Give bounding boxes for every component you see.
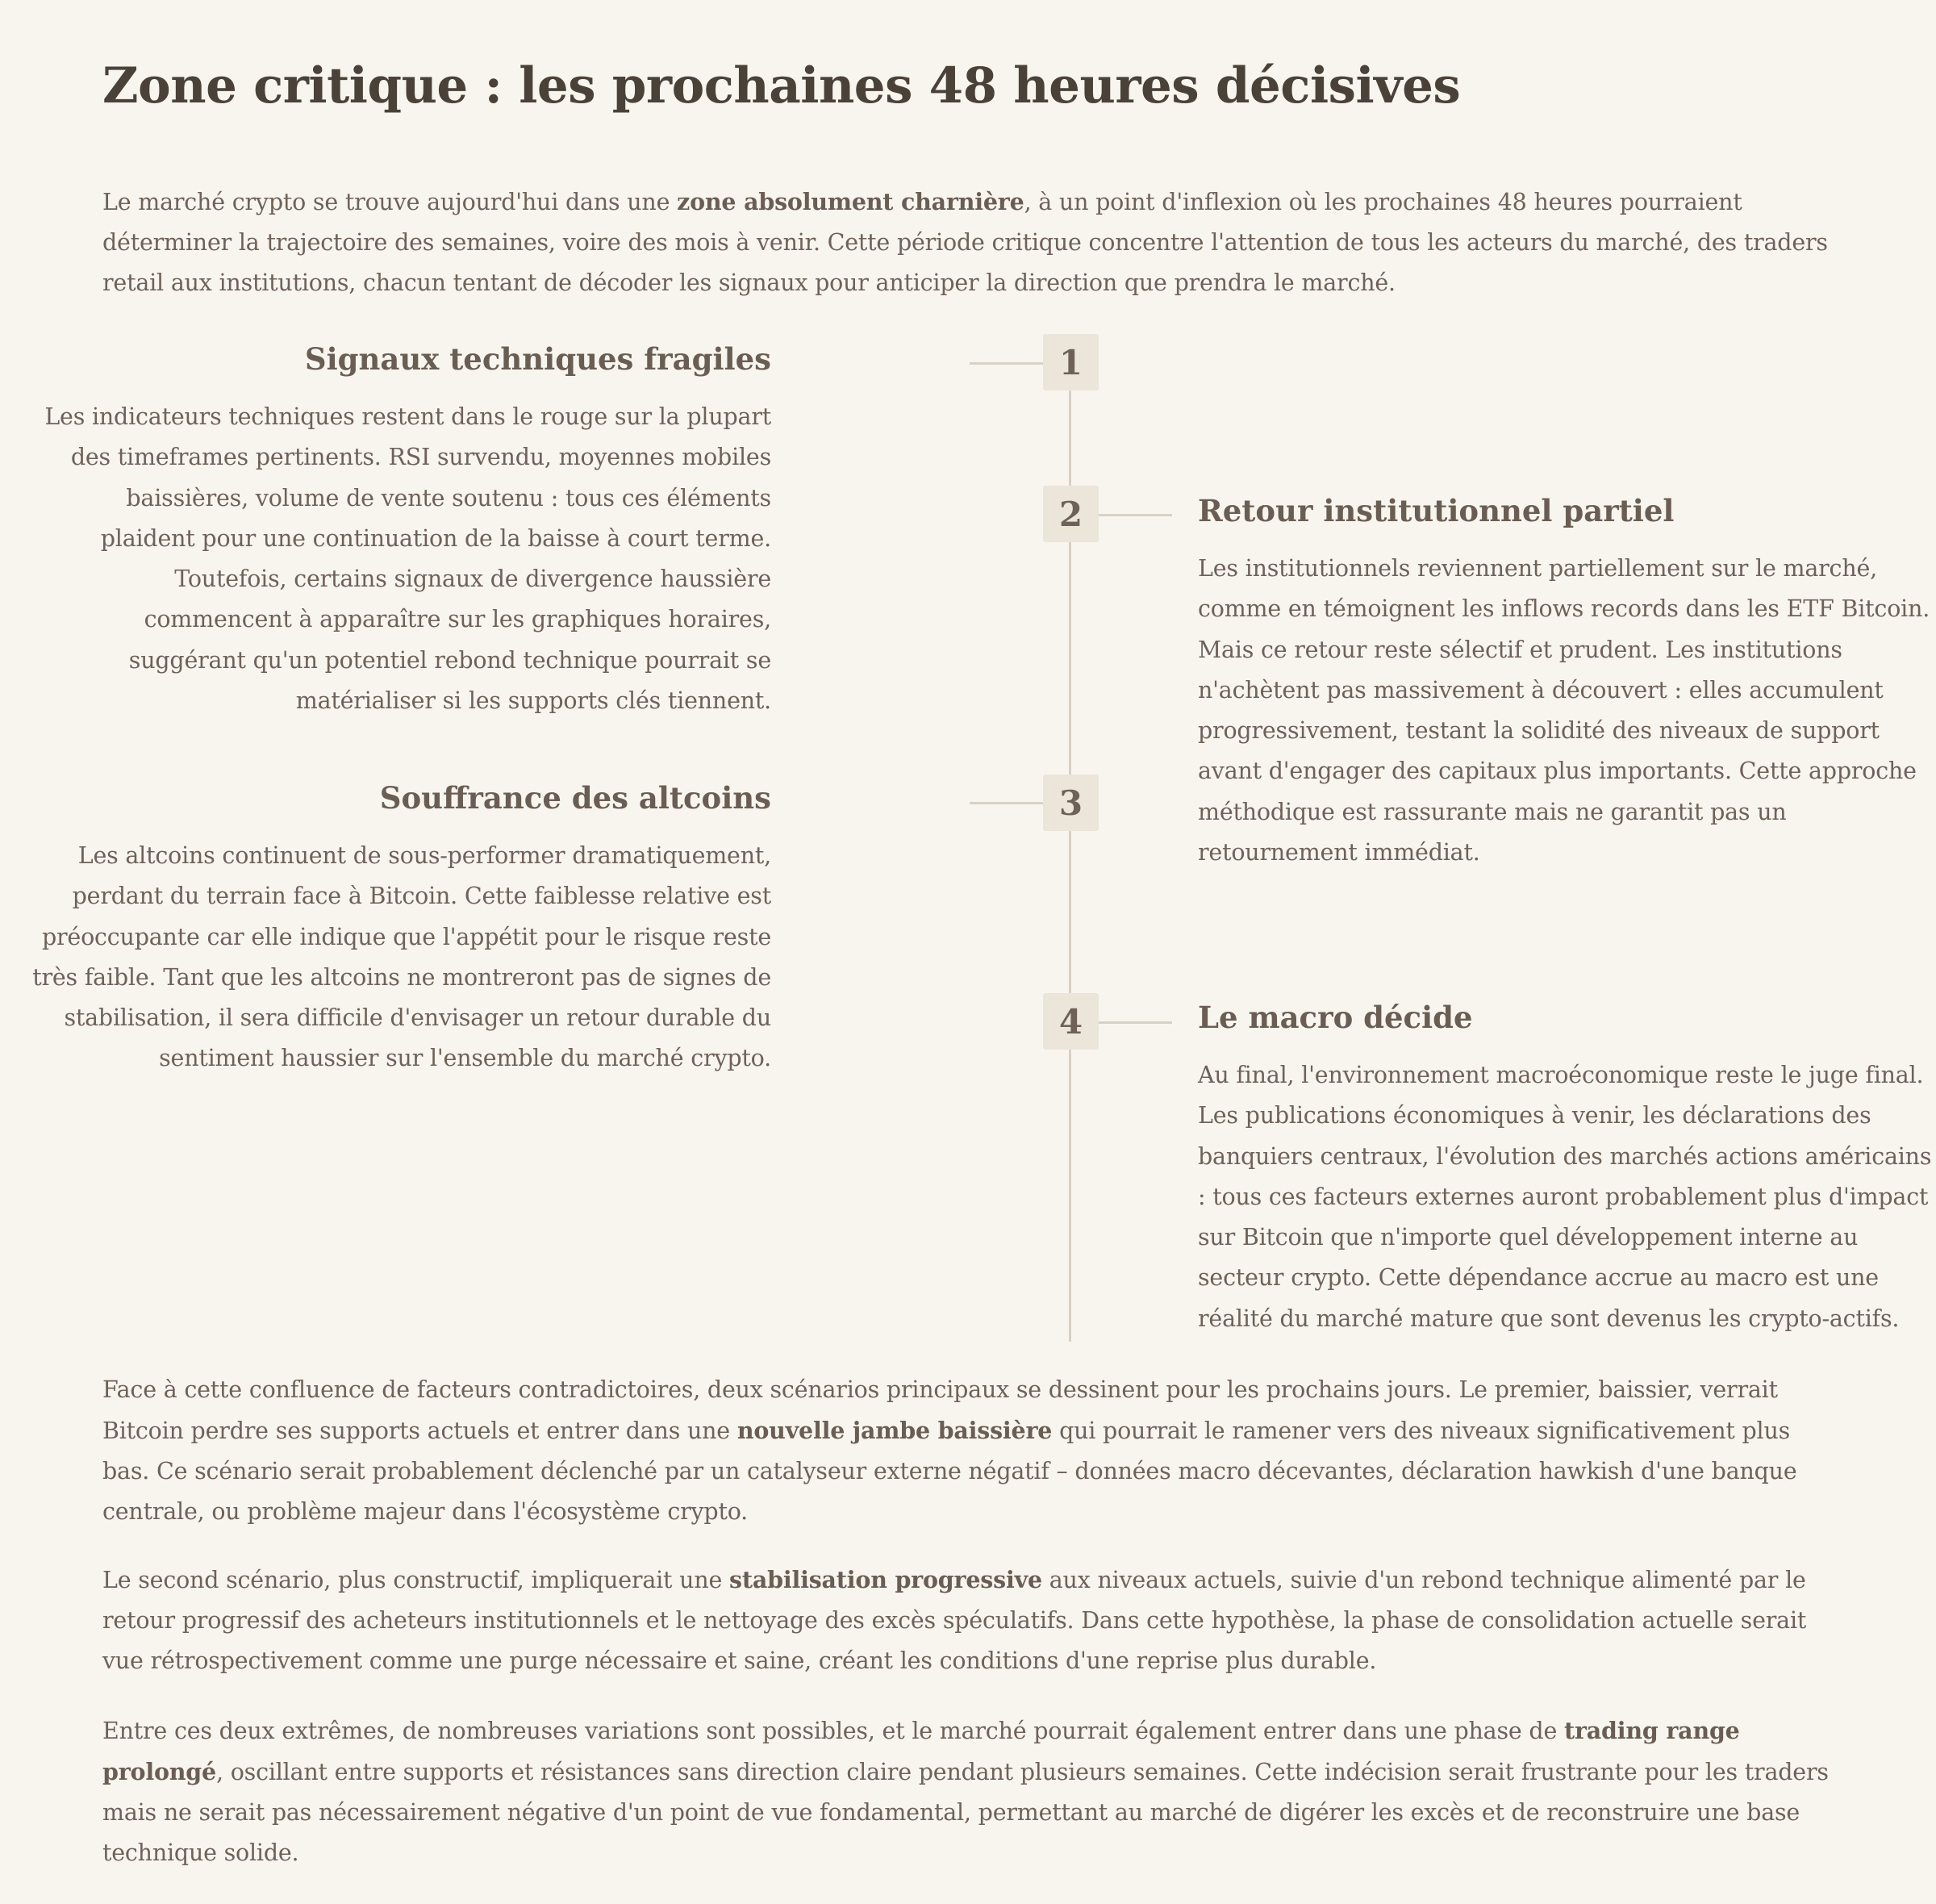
- intro-emphasis: zone absolument charnière: [677, 188, 1024, 215]
- timeline-connector-2: [1099, 514, 1172, 516]
- page-title: Zone critique : les prochaines 48 heures décisives: [102, 57, 1461, 115]
- intro-text-before: Le marché crypto se trouve aujourd'hui dans une: [102, 189, 678, 215]
- scenario-2-text-before: Le second scénario, plus constructif, impliquerait une: [102, 1567, 730, 1593]
- scenario-1-emphasis: nouvelle jambe baissière: [736, 1417, 1053, 1444]
- scenario-3-emphasis: trading range prolongé: [102, 1717, 1740, 1785]
- step-number-badge-4: 4: [1043, 993, 1099, 1050]
- step-number-badge-1: 1: [1043, 334, 1099, 390]
- intro-paragraph: [102, 182, 1834, 303]
- step-title-3: Souffrance des altcoins: [379, 780, 771, 816]
- scenario-1-text-after: qui pourrait le ramener vers des niveaux significativement plus bas. Ce scénario serait probablement déclenché par un catalyseur externe négatif – données macro décevantes, déclaration hawkish d'une banque centrale, ou problème majeur dans l'écosystème crypto.: [102, 1418, 1797, 1525]
- step-text-3: Les altcoins continuent de sous-performer dramatiquement, perdant du terrain face à Bitcoin. Cette faiblesse relative est préoccupante car elle indique que l'appétit pour le risque reste très faible. Tant que les altcoins ne montreront pas de signes de stabilisation, il sera difficile d'envisager un retour durable du sentiment haussier sur l'ensemble du marché crypto.: [32, 842, 771, 1072]
- step-text-4: Au final, l'environnement macroéconomique reste le juge final. Les publications économiques à venir, les déclarations des banquiers centraux, l'évolution des marchés actions américains : tous ces facteurs externes auront probablement plus d'impact sur Bitcoin que n'importe quel développement interne au secteur crypto. Cette dépendance accrue au macro est une réalité du marché mature que sont devenus les crypto-actifs.: [1198, 1062, 1932, 1332]
- scenario-2-text-after: aux niveaux actuels, suivie d'un rebond technique alimenté par le retour progressif des acheteurs institutionnels et le nettoyage des excès spéculatifs. Dans cette hypothèse, la phase de consolidation actuelle serait vue rétrospectivement comme une purge nécessaire et saine, créant les conditions d'une reprise plus durable.: [102, 1567, 1807, 1674]
- scenario-2-emphasis: stabilisation progressive: [729, 1566, 1042, 1593]
- timeline-connector-1: [970, 362, 1043, 365]
- scenario-paragraph-1: [102, 1370, 1834, 1532]
- step-number-badge-2: 2: [1043, 486, 1099, 542]
- step-title-4: Le macro décide: [1198, 1000, 1473, 1035]
- scenario-paragraph-2: [102, 1560, 1834, 1681]
- step-title-2: Retour institutionnel partiel: [1198, 493, 1675, 528]
- scenario-3-text-before: Entre ces deux extrêmes, de nombreuses variations sont possibles, et le marché pourrait également entrer dans une phase de: [102, 1718, 1564, 1744]
- scenario-1-text-before: Face à cette confluence de facteurs contradictoires, deux scénarios principaux se dessinent pour les prochains jours. Le premier, baissier, verrait Bitcoin perdre ses supports actuels et entrer dans une: [102, 1376, 1778, 1444]
- intro-text-after: , à un point d'inflexion où les prochaines 48 heures pourraient déterminer la trajectoire des semaines, voire des mois à venir. Cette période critique concentre l'attention de tous les acteurs du marché, des traders retail aux institutions, chacun tentant de décoder les signaux pour anticiper la direction que prendra le marché.: [102, 189, 1828, 296]
- scenario-3-text-after: , oscillant entre supports et résistances sans direction claire pendant plusieurs semaines. Cette indécision serait frustrante pour les traders mais ne serait pas nécessairement négative d'un point de vue fondamental, permettant au marché de digérer les excès et de reconstruire une base technique solide.: [102, 1759, 1829, 1866]
- step-title-1: Signaux techniques fragiles: [304, 341, 771, 377]
- timeline-connector-3: [970, 802, 1043, 804]
- step-text-2: Les institutionnels reviennent partiellement sur le marché, comme en témoignent les inflows records dans les ETF Bitcoin. Mais ce retour reste sélectif et prudent. Les institutions n'achètent pas massivement à découvert : elles accumulent progressivement, testant la solidité des niveaux de support avant d'engager des capitaux plus importants. Cette approche méthodique est rassurante mais ne garantit pas un retournement immédiat.: [1198, 555, 1930, 866]
- step-text-1: Les indicateurs techniques restent dans le rouge sur la plupart des timeframes pertinents. RSI survendu, moyennes mobiles baissières, volume de vente soutenu : tous ces éléments plaident pour une continuation de la baisse à court terme. Toutefois, certains signaux de divergence haussière commencent à apparaître sur les graphiques horaires, suggérant qu'un potentiel rebond technique pourrait se matérialiser si les supports clés tiennent.: [44, 403, 771, 715]
- scenario-paragraph-3: [102, 1710, 1834, 1873]
- timeline-connector-4: [1099, 1021, 1172, 1024]
- step-number-badge-3: 3: [1043, 775, 1099, 831]
